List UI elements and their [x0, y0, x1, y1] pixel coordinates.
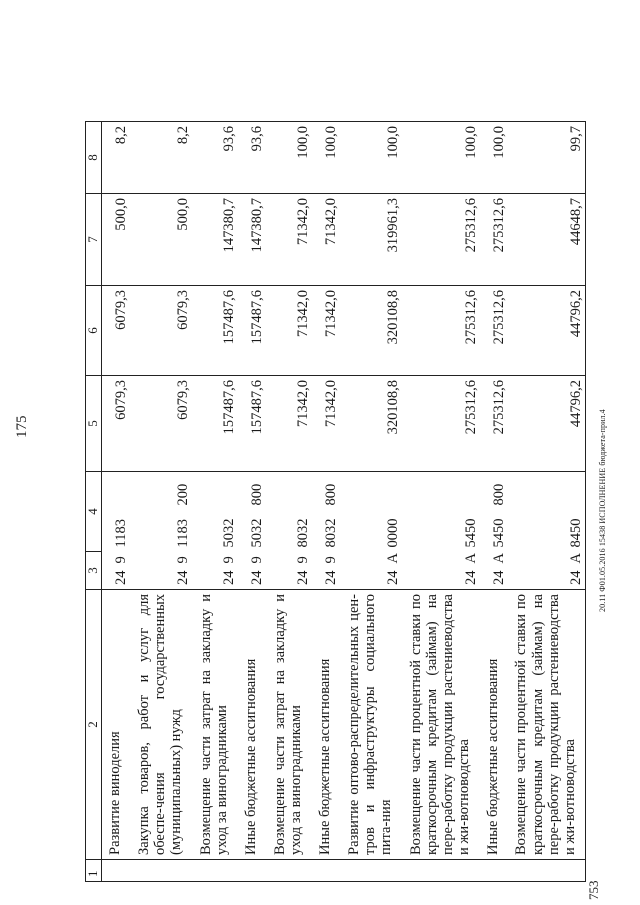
- row-value-7: 147380,7: [237, 194, 265, 286]
- table-row: [401, 122, 479, 882]
- row-code-number: 8450: [507, 510, 585, 552]
- row-code-section: 24: [191, 568, 237, 590]
- row-code-section: 24: [339, 568, 401, 590]
- row-value-6: 44796,2: [507, 286, 585, 376]
- row-description: Возмещение части процентной ставки по краткосрочным кредитам (займам) на пере-работку продукции растениеводства и жи-вотноводства: [507, 590, 585, 860]
- row-value-7: 44648,7: [507, 194, 585, 286]
- row-spacer: [101, 860, 129, 882]
- row-value-5: 71342,0: [265, 376, 311, 472]
- header-col-5: 5: [86, 376, 102, 472]
- row-value-5: 6079,3: [129, 376, 191, 472]
- row-value-7: 71342,0: [311, 194, 339, 286]
- table-row: [265, 122, 311, 882]
- row-code-type: 800: [479, 472, 507, 510]
- row-code-section: 24: [479, 568, 507, 590]
- row-value-7: 147380,7: [191, 194, 237, 286]
- row-code-type: [265, 472, 311, 510]
- row-value-8: 100,0: [479, 122, 507, 194]
- row-value-8: 100,0: [311, 122, 339, 194]
- row-description: Развитие оптово-распределительных цен-тров и инфраструктуры социального пита-ния: [339, 590, 401, 860]
- row-value-7: 275312,6: [479, 194, 507, 286]
- header-col-2: 2: [86, 590, 102, 860]
- row-code-letter: 9: [294, 556, 311, 564]
- row-value-8: 100,0: [339, 122, 401, 194]
- row-code-number: 5450: [490, 518, 507, 548]
- row-code-section: 24: [401, 568, 479, 590]
- row-spacer: [479, 860, 507, 882]
- row-value-7: 71342,0: [265, 194, 311, 286]
- row-code-type: [401, 472, 479, 510]
- row-code-section: 24: [507, 568, 585, 590]
- budget-table: [85, 121, 586, 882]
- header-col-3: 3: [86, 552, 102, 590]
- row-value-5: 6079,3: [101, 376, 129, 472]
- row-description: Возмещение части затрат на закладку и уход за виноградниками: [191, 590, 237, 860]
- row-value-7: 319961,3: [339, 194, 401, 286]
- row-code-number: 1183: [174, 519, 191, 548]
- row-code-letter: А: [507, 552, 585, 568]
- row-value-8: 8,2: [129, 122, 191, 194]
- row-code-letter: 9: [220, 556, 237, 564]
- row-code-section: 24: [129, 568, 191, 590]
- row-code-section: 24: [311, 568, 339, 590]
- row-spacer: [265, 860, 311, 882]
- budget-table-sheet: [85, 122, 585, 882]
- row-code-number: 5450: [462, 518, 479, 548]
- row-value-7: 500,0: [129, 194, 191, 286]
- row-code-letter: 9: [112, 556, 129, 564]
- row-code-type: 800: [237, 472, 265, 510]
- row-value-5: 44796,2: [507, 376, 585, 472]
- row-value-7: 500,0: [101, 194, 129, 286]
- row-code-number: 5032: [220, 518, 237, 548]
- page-number-top: 175: [14, 415, 30, 438]
- row-spacer: [191, 860, 237, 882]
- header-col-6: 6: [86, 286, 102, 376]
- row-value-6: 275312,6: [401, 286, 479, 376]
- row-description: Возмещение части процентной ставки по краткосрочным кредитам (займам) на пере-работку продукции растениеводства и жи-вотноводства: [401, 590, 479, 860]
- table-row: [479, 122, 507, 882]
- row-code-letter: 9: [322, 556, 339, 564]
- footer-path: 20.11 Ф01.05.2016 15438 ИСПОЛНЕНИЕ бюджета-прил.4: [598, 409, 607, 612]
- row-code-section: 24: [237, 568, 265, 590]
- row-code-section: 24: [101, 568, 129, 590]
- row-value-8: 99,7: [507, 122, 585, 194]
- row-value-5: 320108,8: [339, 376, 401, 472]
- row-description: Возмещение части затрат на закладку и уход за виноградниками: [265, 590, 311, 860]
- row-code-type: [339, 472, 401, 510]
- row-value-6: 71342,0: [311, 286, 339, 376]
- row-spacer: [237, 860, 265, 882]
- row-code-letter: 9: [174, 556, 191, 564]
- row-value-6: 275312,6: [479, 286, 507, 376]
- row-code-type: 800: [311, 472, 339, 510]
- row-code-letter: А: [384, 553, 401, 564]
- row-value-5: 157487,6: [191, 376, 237, 472]
- row-description: Закупка товаров, работ и услуг для обеспе-чения государственных (муниципальных) нужд: [129, 590, 191, 860]
- row-code-type: [507, 472, 585, 510]
- row-value-6: 157487,6: [191, 286, 237, 376]
- row-value-8: 8,2: [101, 122, 129, 194]
- row-description: Иные бюджетные ассигнования: [237, 590, 265, 860]
- table-header-row: [86, 122, 102, 882]
- row-value-5: 275312,6: [479, 376, 507, 472]
- row-value-5: 157487,6: [237, 376, 265, 472]
- row-value-6: 157487,6: [237, 286, 265, 376]
- row-code-number: 8032: [294, 518, 311, 548]
- table-row: [507, 122, 585, 882]
- row-code-letter: А: [462, 553, 479, 564]
- row-value-6: 6079,3: [101, 286, 129, 376]
- page-number-bottom: 753: [586, 880, 601, 900]
- table-row: [339, 122, 401, 882]
- row-spacer: [311, 860, 339, 882]
- row-code-letter: А: [490, 553, 507, 564]
- table-body: [101, 122, 585, 882]
- row-code-type: [191, 472, 237, 510]
- row-code-number: 8032: [322, 518, 339, 548]
- row-spacer: [401, 860, 479, 882]
- row-value-8: 100,0: [265, 122, 311, 194]
- row-code-type: [101, 472, 129, 510]
- row-spacer: [129, 860, 191, 882]
- row-spacer: [507, 860, 585, 882]
- row-value-6: 320108,8: [339, 286, 401, 376]
- header-col-7: 7: [86, 194, 102, 286]
- row-value-5: 71342,0: [311, 376, 339, 472]
- row-code-number: 5032: [248, 518, 265, 548]
- row-value-6: 6079,3: [129, 286, 191, 376]
- row-code-number: 0000: [384, 518, 401, 548]
- header-col-8: 8: [86, 122, 102, 194]
- table-row: [191, 122, 237, 882]
- row-code-section: 24: [265, 568, 311, 590]
- table-row: [129, 122, 191, 882]
- header-col-4: 4: [86, 472, 102, 552]
- table-row: [101, 122, 129, 882]
- row-spacer: [339, 860, 401, 882]
- row-description: Иные бюджетные ассигнования: [479, 590, 507, 860]
- header-col-1: 1: [86, 860, 102, 882]
- row-value-8: 93,6: [191, 122, 237, 194]
- row-description: Развитие виноделия: [101, 590, 129, 860]
- row-code-number: 1183: [112, 519, 129, 548]
- row-value-8: 100,0: [401, 122, 479, 194]
- row-code-type: 200: [129, 472, 191, 510]
- row-value-6: 71342,0: [265, 286, 311, 376]
- row-code-letter: 9: [248, 556, 265, 564]
- row-description: Иные бюджетные ассигнования: [311, 590, 339, 860]
- row-value-8: 93,6: [237, 122, 265, 194]
- table-row: [311, 122, 339, 882]
- table-row: [237, 122, 265, 882]
- row-value-7: 275312,6: [401, 194, 479, 286]
- row-value-5: 275312,6: [401, 376, 479, 472]
